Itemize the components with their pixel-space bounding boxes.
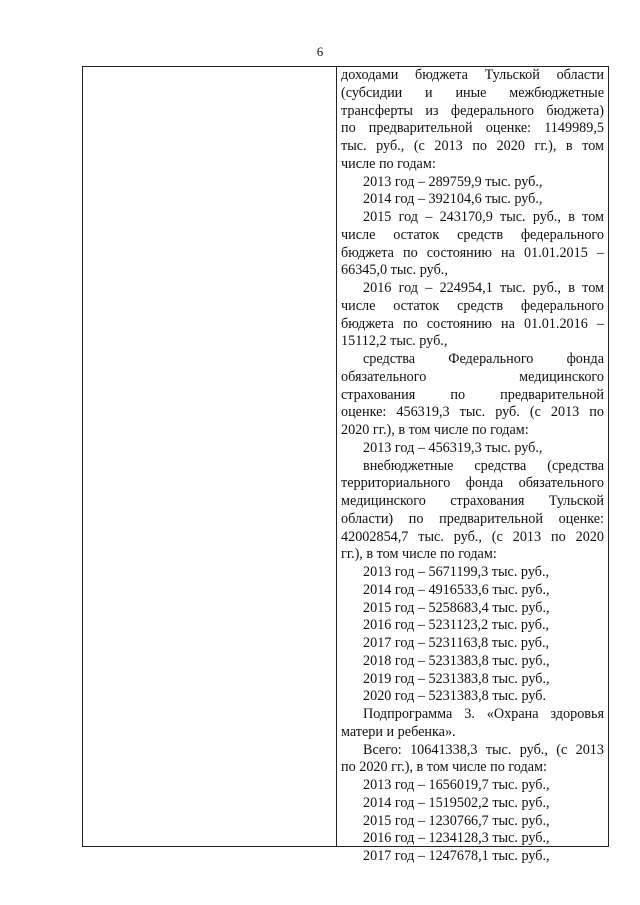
text-line: 66345,0 тыс. руб., [341,262,448,279]
text-line: 2014 год – 392104,6 тыс. руб., [363,191,543,208]
text-line: 2013 год – 456319,3 тыс. руб., [363,439,543,456]
text-line: числе остаток средств федерального [341,297,604,314]
text-line: оценке: 456319,3 тыс. руб. (с 2013 по [341,404,604,421]
text-line: 2020 гг.), в том числе по годам: [341,422,529,438]
text-line: Подпрограмма 3. «Охрана здоровья [363,706,604,722]
text-line: по предварительной оценке: 1149989,5 [341,120,604,137]
text-line: гг.), в том числе по годам: [341,546,497,563]
text-line: 2015 год – 1230766,7 тыс. руб., [363,812,550,829]
text-line: числе по годам: [341,155,436,172]
text-line: 42002854,7 тыс. руб., (с 2013 по 2020 [341,528,604,545]
text-line: 2013 год – 5671199,3 тыс. руб., [363,564,550,580]
text-line: 2015 год – 5258683,4 тыс. руб., [363,599,550,616]
text-line: медицинского страхования Тульской [341,493,604,509]
text-line: 2017 год – 5231163,8 тыс. руб., [363,635,550,651]
text-line: 2016 год – 1234128,3 тыс. руб., [363,830,550,847]
left-column-cell [83,67,336,846]
text-line: 2013 год – 289759,9 тыс. руб., [363,173,543,190]
page-number: 6 [316,44,324,59]
text-line: обязательного медицинского [341,368,604,385]
text-line: 2014 год – 4916533,6 тыс. руб., [363,581,550,598]
text-line: страхования по предварительной [341,386,604,403]
text-line: трансферты из федерального бюджета) [341,102,604,119]
text-line: 2013 год – 1656019,7 тыс. руб., [363,777,550,793]
text-line: (субсидии и иные межбюджетные [341,84,604,101]
text-line: 2020 год – 5231383,8 тыс. руб. [363,688,547,705]
text-line: доходами бюджета Тульской области [341,67,604,83]
text-line: внебюджетные средства (средства [363,457,604,474]
text-line: бюджета по состоянию на 01.01.2015 – [341,244,604,261]
text-line: матери и ребенка». [341,723,456,740]
text-line: 2016 год – 224954,1 тыс. руб., в том [363,280,604,296]
text-line: по 2020 гг.), в том числе по годам: [341,759,547,776]
right-column-cell [337,67,608,864]
text-line: 2016 год – 5231123,2 тыс. руб., [363,617,550,634]
text-line: области) по предварительной оценке: [341,510,604,527]
text-line: бюджета по состоянию на 01.01.2016 – [341,315,604,332]
text-line: 2018 год – 5231383,8 тыс. руб., [363,652,550,669]
text-line: тыс. руб., (с 2013 по 2020 гг.), в том [341,138,604,154]
program-table [82,66,609,864]
text-line: числе остаток средств федерального [341,226,604,243]
text-line: Всего: 10641338,3 тыс. руб., (с 2013 [363,741,604,758]
text-line: 2019 год – 5231383,8 тыс. руб., [363,670,550,687]
text-line: 15112,2 тыс. руб., [341,333,448,350]
text-line: территориального фонда обязательного [341,475,604,492]
text-line: 2015 год – 243170,9 тыс. руб., в том [363,209,604,225]
text-line: 2014 год – 1519502,2 тыс. руб., [363,794,550,811]
text-line: средства Федерального фонда [363,351,604,367]
text-line: 2017 год – 1247678,1 тыс. руб., [363,848,550,864]
